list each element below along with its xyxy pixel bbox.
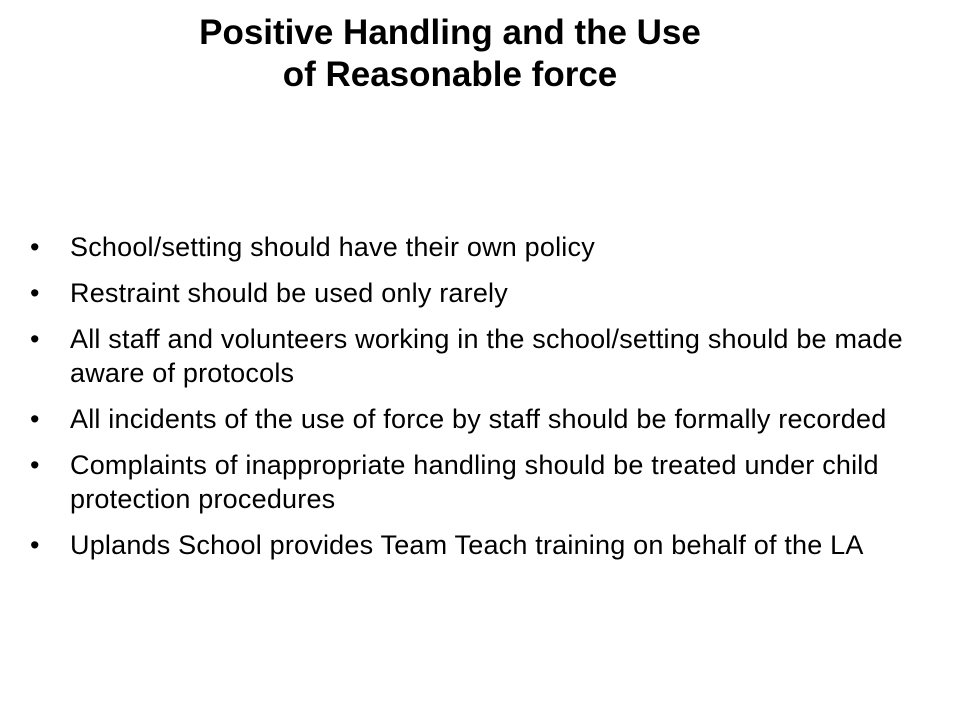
bullet-item-complaints [30,448,930,516]
bullet-dot-icon: • [30,404,40,434]
bullet-dot-icon: • [30,530,40,560]
bullet-text: All staff and volunteers working in the school/setting should be made aware of protocols [70,324,903,388]
bullet-item-policy [30,230,930,264]
bullet-dot-icon: • [30,324,40,354]
bullet-text: Restraint should be used only rarely [70,278,508,308]
bullet-dot-icon: • [30,232,40,262]
bullet-dot-icon: • [30,278,40,308]
bullet-text: All incidents of the use of force by staff should be formally recorded [70,404,887,434]
bullet-item-training [30,528,930,562]
slide-title [60,12,840,96]
slide-title-line-1: Positive Handling and the Use [199,13,701,52]
bullet-text: Uplands School provides Team Teach training on behalf of the LA [70,530,864,560]
bullet-item-recording [30,402,930,436]
slide-title-line-2: of Reasonable force [282,55,618,94]
bullet-list [30,230,930,574]
bullet-text: Complaints of inappropriate handling should be treated under child protection procedures [70,450,879,514]
bullet-item-staff-awareness [30,322,930,390]
bullet-text: School/setting should have their own policy [70,232,595,262]
bullet-dot-icon: • [30,450,40,480]
bullet-item-restraint [30,276,930,310]
